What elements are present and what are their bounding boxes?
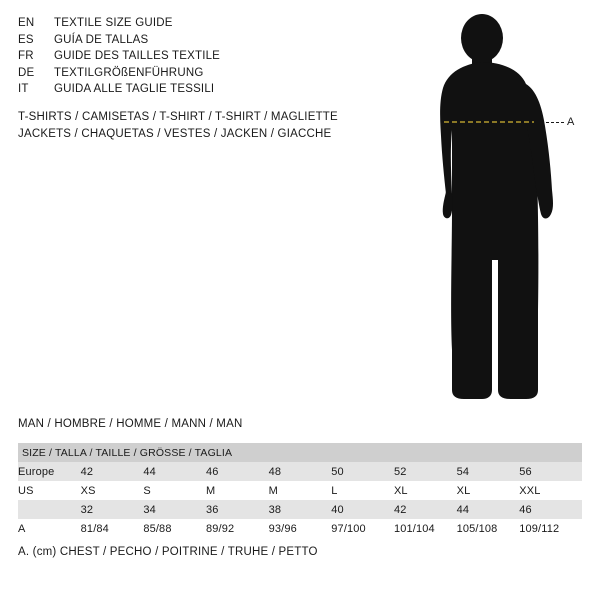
language-code: FR bbox=[18, 50, 34, 62]
table-cell: 32 bbox=[81, 500, 144, 519]
language-code: IT bbox=[18, 83, 29, 95]
language-row bbox=[18, 17, 378, 34]
language-code: EN bbox=[18, 17, 35, 29]
table-cell: 105/108 bbox=[457, 519, 520, 538]
row-label: US bbox=[18, 481, 81, 500]
language-row bbox=[18, 67, 378, 84]
table-title-man: MAN / HOMBRE / HOMME / MANN / MAN bbox=[18, 418, 243, 430]
table-cell: XL bbox=[457, 481, 520, 500]
size-table bbox=[18, 443, 582, 538]
table-cell: XXL bbox=[519, 481, 582, 500]
silhouette-icon bbox=[400, 10, 600, 405]
table-cell: 50 bbox=[331, 462, 394, 481]
table-cell: 109/112 bbox=[519, 519, 582, 538]
male-silhouette-figure bbox=[400, 10, 600, 405]
table-header-label: SIZE / TALLA / TAILLE / GRÖSSE / TAGLIA bbox=[18, 443, 582, 462]
language-text: TEXTILE SIZE GUIDE bbox=[54, 17, 173, 29]
table-cell: 56 bbox=[519, 462, 582, 481]
table-cell: 42 bbox=[81, 462, 144, 481]
table-cell: 81/84 bbox=[81, 519, 144, 538]
table-cell: M bbox=[269, 481, 332, 500]
row-label: A bbox=[18, 519, 81, 538]
table-row bbox=[18, 500, 582, 519]
table-cell: 44 bbox=[143, 462, 206, 481]
language-row bbox=[18, 83, 378, 100]
table-cell: 34 bbox=[143, 500, 206, 519]
language-code: ES bbox=[18, 33, 34, 46]
measure-leader-line bbox=[546, 122, 564, 124]
table-cell: 48 bbox=[269, 462, 332, 481]
table-row bbox=[18, 481, 582, 500]
table-cell: 46 bbox=[519, 500, 582, 519]
language-text: GUIDA ALLE TAGLIE TESSILI bbox=[54, 83, 215, 95]
language-text: GUIDE DES TAILLES TEXTILE bbox=[54, 50, 221, 62]
table-cell: 85/88 bbox=[143, 519, 206, 538]
language-code: DE bbox=[18, 66, 35, 79]
table-cell: 42 bbox=[394, 500, 457, 519]
table-row bbox=[18, 462, 582, 481]
category-line-tshirts: T-SHIRTS / CAMISETAS / T-SHIRT / T-SHIRT / MAGLIETTE bbox=[18, 111, 338, 123]
table-cell: 52 bbox=[394, 462, 457, 481]
row-label bbox=[18, 500, 81, 519]
language-row bbox=[18, 50, 378, 67]
footnote-chest-measure: A. (cm) CHEST / PECHO / POITRINE / TRUHE / PETTO bbox=[18, 546, 318, 558]
table-cell: 44 bbox=[457, 500, 520, 519]
table-cell: 101/104 bbox=[394, 519, 457, 538]
table-cell: S bbox=[143, 481, 206, 500]
language-text: TEXTILGRÖßENFÜHRUNG bbox=[54, 66, 204, 79]
table-cell: XS bbox=[81, 481, 144, 500]
table-cell: L bbox=[331, 481, 394, 500]
language-header-block bbox=[18, 17, 378, 100]
measure-label-a: A bbox=[567, 116, 575, 128]
table-cell: 40 bbox=[331, 500, 394, 519]
table-cell: 89/92 bbox=[206, 519, 269, 538]
table-cell: M bbox=[206, 481, 269, 500]
table-cell: 36 bbox=[206, 500, 269, 519]
table-cell: 93/96 bbox=[269, 519, 332, 538]
row-label: Europe bbox=[18, 462, 81, 481]
table-cell: 38 bbox=[269, 500, 332, 519]
category-list bbox=[18, 111, 418, 145]
category-line-jackets: JACKETS / CHAQUETAS / VESTES / JACKEN / GIACCHE bbox=[18, 128, 332, 140]
table-header-row bbox=[18, 443, 582, 462]
table-row bbox=[18, 519, 582, 538]
language-text: GUÍA DE TALLAS bbox=[54, 33, 149, 46]
language-row bbox=[18, 34, 378, 51]
table-cell: 97/100 bbox=[331, 519, 394, 538]
table-cell: 54 bbox=[457, 462, 520, 481]
table-cell: 46 bbox=[206, 462, 269, 481]
table-cell: XL bbox=[394, 481, 457, 500]
